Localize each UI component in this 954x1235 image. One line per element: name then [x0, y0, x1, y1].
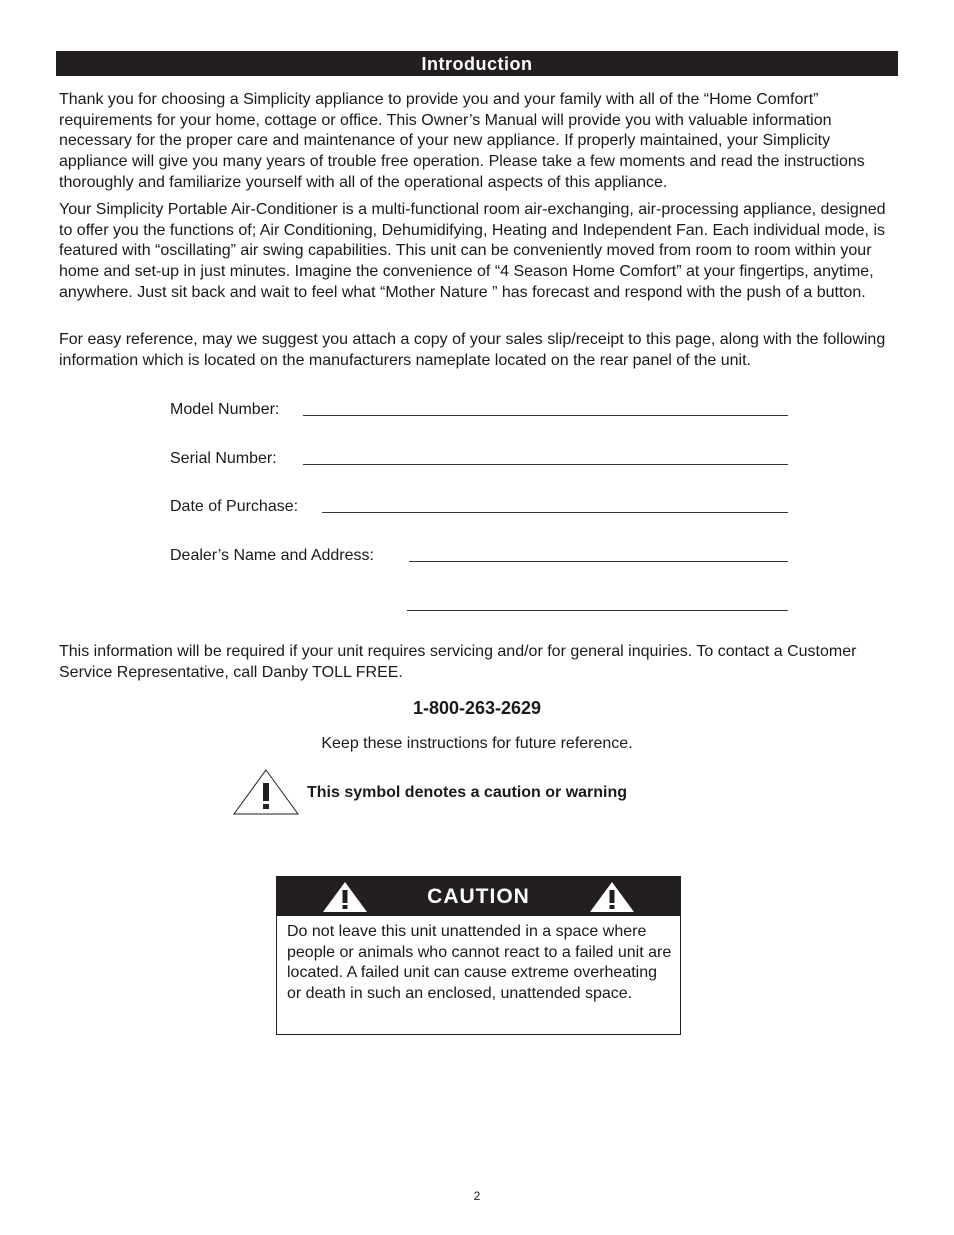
warning-triangle-icon	[233, 769, 299, 815]
section-header	[56, 51, 898, 76]
caution-title: CAUTION	[427, 885, 530, 908]
date-of-purchase-line[interactable]	[322, 512, 788, 513]
section-title: Introduction	[421, 54, 533, 74]
model-number-label: Model Number:	[170, 401, 280, 418]
warning-triangle-icon	[589, 881, 635, 913]
symbol-legend: This symbol denotes a caution or warning	[307, 784, 628, 801]
toll-free-phone: 1-800-263-2629	[412, 698, 542, 718]
product-description-paragraph: Your Simplicity Portable Air-Conditioner is a multi-functional room air-exchanging, air-processing appliance, designed to offer you the functions of; Air Conditioning, Dehumidifying, Heating and Independent Fan. Each individual mode, is featured with “oscillating” air swing capabilities. This unit can be conveniently moved from room to room within your home and set-up in just minutes. Imagine the convenience of “4 Season Home Comfort” at your fingertips, anytime, anywhere. Just sit back and wait to feel what “Mother Nature ” has forecast and respond with the push of a button.	[59, 201, 886, 301]
reference-paragraph: For easy reference, may we suggest you attach a copy of your sales slip/receipt to this page, along with the following information which is located on the manufacturers nameplate located on the rear panel of the unit.	[59, 331, 886, 369]
keep-instructions-note: Keep these instructions for future reference.	[321, 735, 633, 752]
serial-number-label: Serial Number:	[170, 450, 277, 467]
caution-header	[277, 877, 680, 916]
dealer-name-label: Dealer’s Name and Address:	[170, 547, 374, 564]
date-of-purchase-label: Date of Purchase:	[170, 498, 299, 515]
dealer-name-line[interactable]	[409, 561, 788, 562]
caution-box	[276, 876, 681, 1035]
serial-number-line[interactable]	[303, 464, 788, 465]
dealer-address-line[interactable]	[407, 610, 788, 611]
contact-paragraph: This information will be required if your unit requires servicing and/or for general inquiries. To contact a Customer Service Representative, call Danby TOLL FREE.	[59, 643, 857, 681]
model-number-line[interactable]	[303, 415, 788, 416]
intro-paragraph: Thank you for choosing a Simplicity appliance to provide you and your family with all of the “Home Comfort” requirements for your home, cottage or office. This Owner’s Manual will provide you with valuable information necessary for the proper care and maintenance of your new appliance. If properly maintained, your Simplicity appliance will give you many years of trouble free operation. Please take a few moments and read the instructions thoroughly and familiarize yourself with all of the operational aspects of this appliance.	[59, 91, 865, 191]
caution-text: Do not leave this unit unattended in a space where people or animals who cannot react to a failed unit are located. A failed unit can cause extreme overheating or death in such an enclosed, unattended space.	[287, 923, 672, 1003]
page-number: 2	[473, 1189, 481, 1203]
